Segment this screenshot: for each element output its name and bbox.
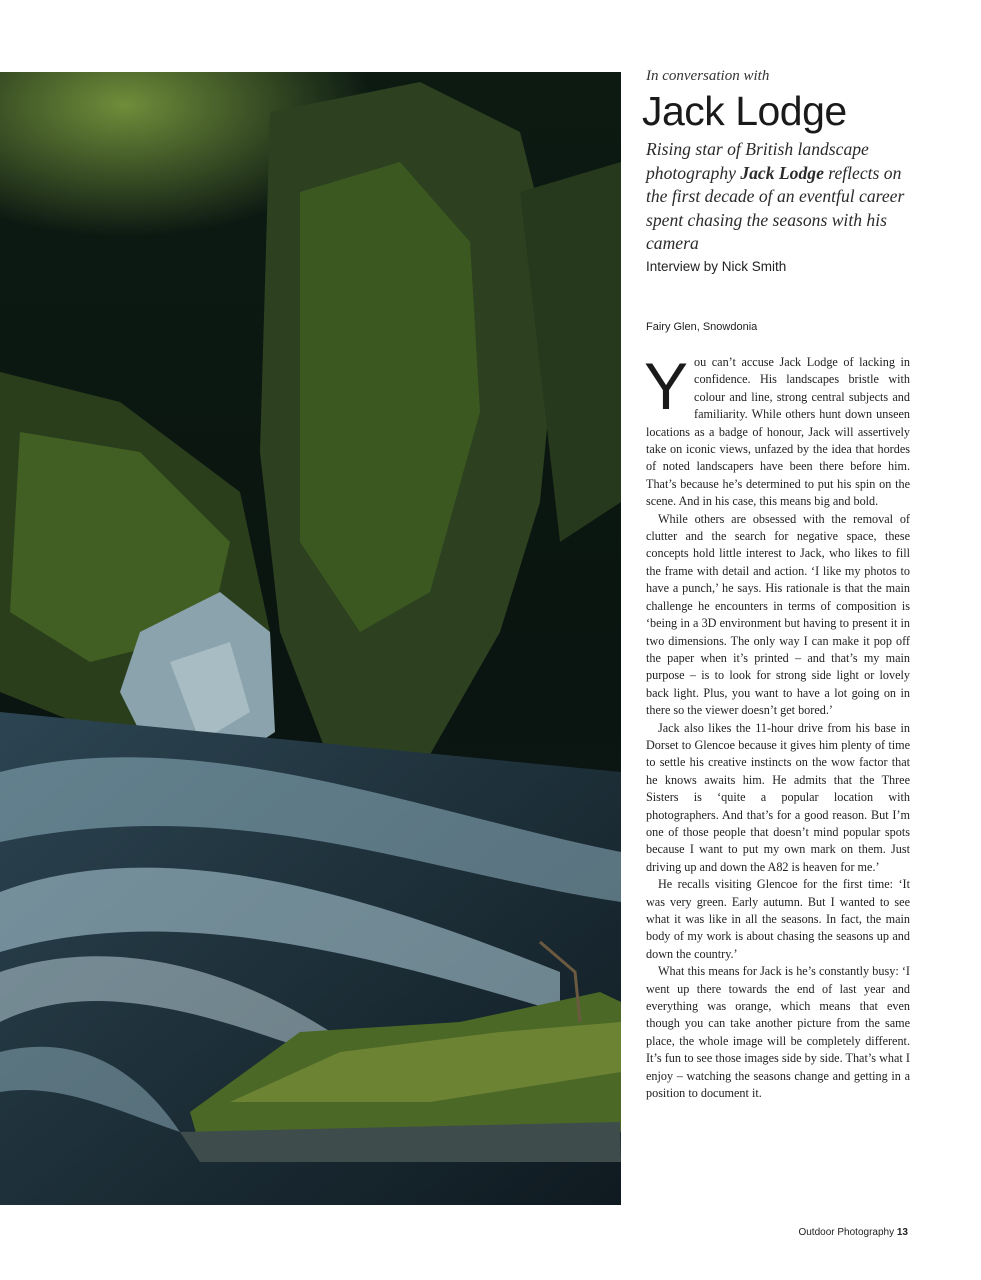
page-footer <box>798 1227 908 1238</box>
drop-cap: Y <box>644 349 689 423</box>
photo-caption: Fairy Glen, Snowdonia <box>646 321 758 333</box>
standfirst <box>646 138 908 256</box>
magazine-name: Outdoor Photography <box>798 1227 895 1238</box>
byline: Interview by Nick Smith <box>646 259 787 274</box>
body-paragraph: While others are obsessed with the removal of clutter and the search for negative space, these concepts hold little interest to Jack, who likes to fill the frame with detail and action. ‘I like my photos to have a punch,’ he says. His rationale is that the main challenge he encounters in terms of composition is ‘being in a 3D environment but having to present it in two dimensions. The only way I can make it pop off the paper when it’s printed – and that’s my main purpose – is to look for strong side light or lovely back light. Plus, you want to have a lot going on in there so the viewer doesn’t get bored.’ <box>646 511 910 718</box>
kicker: In conversation with <box>646 68 770 84</box>
article-title: Jack Lodge <box>642 88 847 134</box>
standfirst-text-1: Rising star of British landscape photography <box>646 139 869 183</box>
body-paragraph <box>644 349 910 511</box>
body-paragraph: He recalls visiting Glencoe for the first time: ‘It was very green. Early autumn. But I wanted to see what it was like in all the seasons. In fact, the main body of my work is about chasing the seasons up and down the country.’ <box>646 877 910 961</box>
standfirst-name: Jack Lodge <box>740 162 824 183</box>
paragraph-text: ou can’t accuse Jack Lodge of lacking in confidence. His landscapes bristle with colour and line, strong central subjects and familiarity. While others hunt down unseen locations as a badge of honour, Jack will assertively take on iconic views, unfazed by the idea that hordes of noted landscapers have been there before him. That’s because he’s determined to put his spin on the scene. And in his case, this means big and bold. <box>646 355 910 509</box>
fairy-glen-photo <box>0 72 621 1205</box>
body-paragraph: Jack also likes the 11-hour drive from his base in Dorset to Glencoe because it gives him plenty of time to settle his creative instincts on the wow factor that he knows awaits him. He admits that the Three Sisters is ‘quite a popular location with photographers. And that’s for a good reason. But I’m one of those people that doesn’t mind popular spots because I want to put my own mark on them. Just driving up and down the A82 is heaven for me.’ <box>646 720 910 874</box>
page-number: 13 <box>896 1227 908 1238</box>
body-paragraph: What this means for Jack is he’s constantly busy: ‘I went up there towards the end of last year and everything was orange, which means that even though you can take another picture from the same place, the whole image will be completely different. It’s fun to see those images side by side. That’s what I enjoy – watching the seasons change and getting in a position to document it. <box>646 964 910 1101</box>
article-body <box>644 349 910 1102</box>
standfirst-text-2: reflects on the first decade of an eventful career spent chasing the seasons with his camera <box>646 162 905 253</box>
